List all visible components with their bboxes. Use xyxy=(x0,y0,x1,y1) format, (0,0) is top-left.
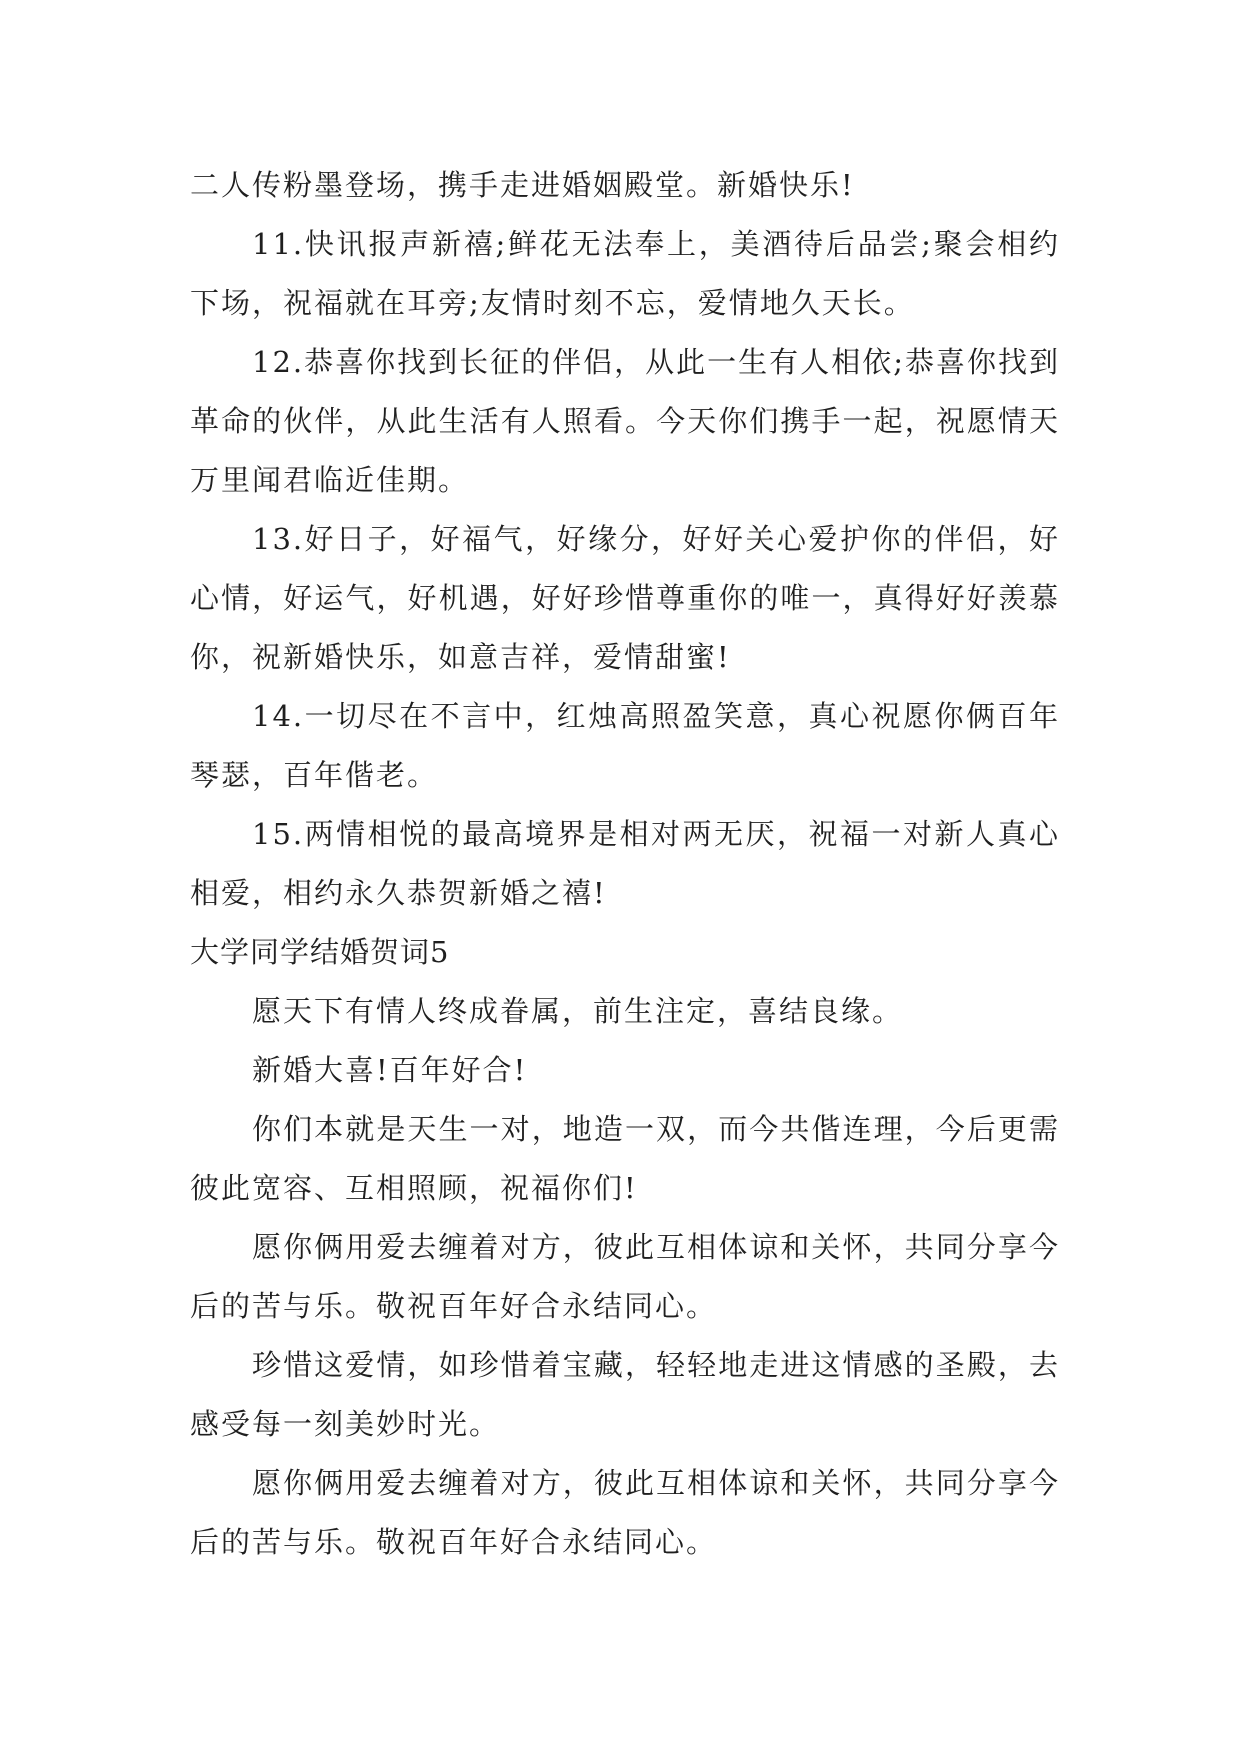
paragraph: 愿你俩用爱去缠着对方，彼此互相体谅和关怀，共同分享今后的苦与乐。敬祝百年好合永结同心。 xyxy=(190,1466,1060,1559)
paragraph: 15.两情相悦的最高境界是相对两无厌，祝福一对新人真心相爱，相约永久恭贺新婚之禧! xyxy=(190,817,1060,910)
paragraph: 愿你俩用爱去缠着对方，彼此互相体谅和关怀，共同分享今后的苦与乐。敬祝百年好合永结同心。 xyxy=(190,1230,1060,1323)
paragraph: 13.好日子，好福气，好缘分，好好关心爱护你的伴侣，好心情，好运气，好机遇，好好珍惜尊重你的唯一，真得好好羡慕你，祝新婚快乐，如意吉祥，爱情甜蜜! xyxy=(190,522,1060,674)
document-body xyxy=(190,156,1060,1572)
section-heading: 大学同学结婚贺词5 xyxy=(190,935,450,969)
paragraph: 愿天下有情人终成眷属，前生注定，喜结良缘。 xyxy=(252,994,904,1028)
paragraph: 新婚大喜!百年好合! xyxy=(252,1053,528,1087)
paragraph: 11.快讯报声新禧;鲜花无法奉上，美酒待后品尝;聚会相约下场，祝福就在耳旁;友情时刻不忘，爱情地久天长。 xyxy=(190,227,1060,320)
paragraph: 你们本就是天生一对，地造一双，而今共偕连理，今后更需彼此宽容、互相照顾，祝福你们! xyxy=(190,1112,1060,1205)
paragraph: 12.恭喜你找到长征的伴侣，从此一生有人相依;恭喜你找到革命的伙伴，从此生活有人照看。今天你们携手一起，祝愿情天万里闻君临近佳期。 xyxy=(190,345,1060,497)
paragraph: 14.一切尽在不言中，红烛高照盈笑意，真心祝愿你俩百年琴瑟，百年偕老。 xyxy=(190,699,1060,792)
paragraph: 珍惜这爱情，如珍惜着宝藏，轻轻地走进这情感的圣殿，去感受每一刻美妙时光。 xyxy=(190,1348,1060,1441)
paragraph: 二人传粉墨登场，携手走进婚姻殿堂。新婚快乐! xyxy=(190,168,855,202)
